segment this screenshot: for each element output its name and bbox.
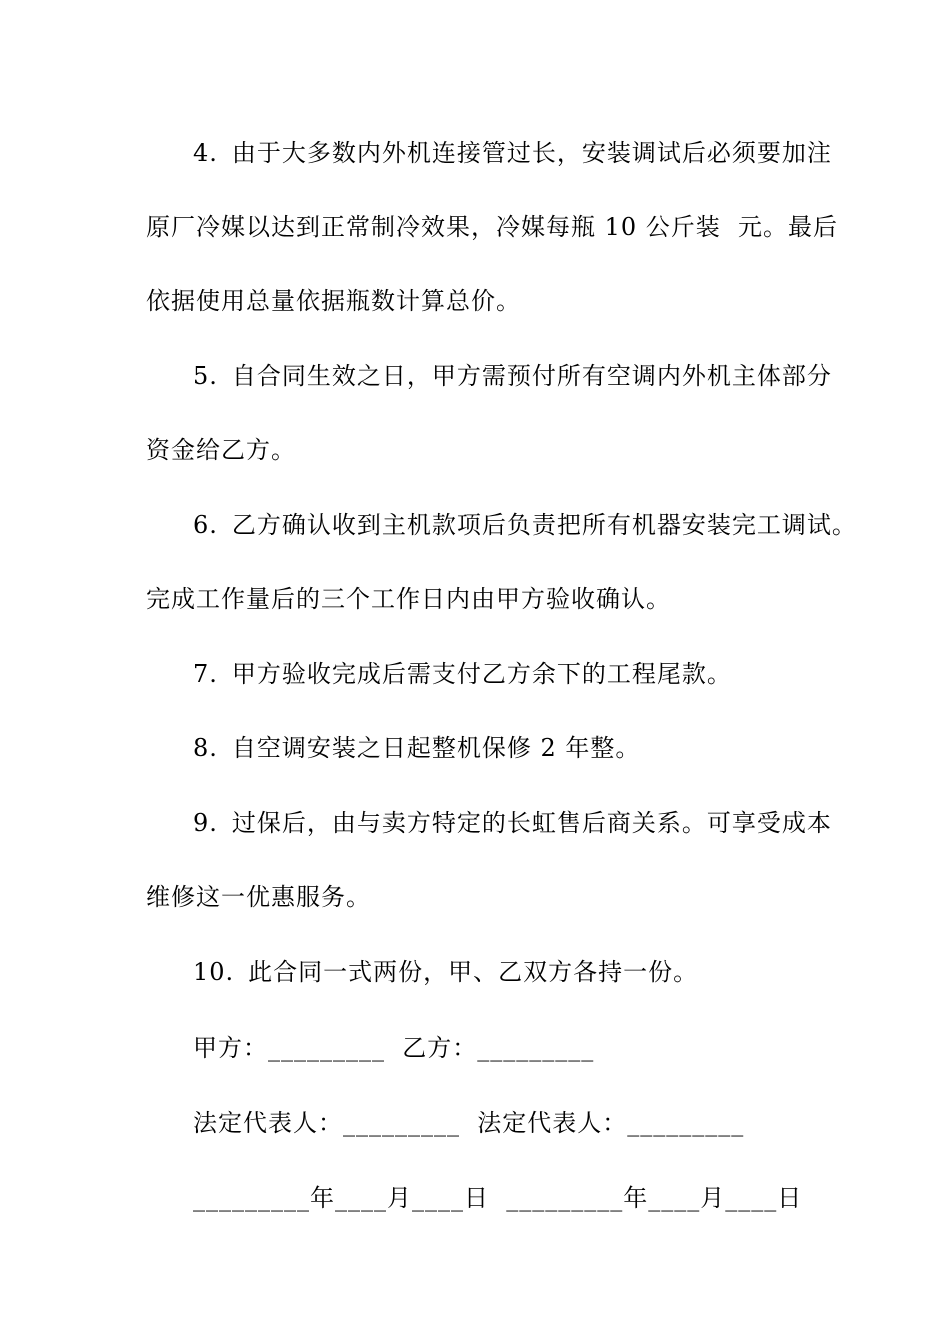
clause-5-number: 5.: [193, 362, 218, 390]
clause-8-text: 自空调安装之日起整机保修 2 年整。: [231, 734, 641, 762]
clause-9-line-2: 维修这一优惠服务。: [146, 883, 371, 911]
clause-5-line-1: [193, 361, 832, 391]
clause-8-number: 8.: [193, 734, 218, 762]
clause-5-text: 自合同生效之日，甲方需预付所有空调内外机主体部分: [231, 362, 832, 390]
clause-9-number: 9.: [193, 809, 218, 837]
clause-9-line-1: [193, 808, 832, 838]
clause-8-line-1: [193, 733, 640, 763]
clause-9-text: 过保后，由与卖方特定的长虹售后商关系。可享受成本: [231, 809, 832, 837]
clause-7-line-1: [193, 659, 732, 689]
signature-representatives-line: 法定代表人：_________ 法定代表人：_________: [193, 1109, 745, 1137]
clause-10-number: 10.: [193, 958, 235, 986]
clause-4-line-1: [193, 138, 832, 168]
clause-7-number: 7.: [193, 660, 218, 688]
signature-dates-line: _________年____月____日 _________年____月____日: [193, 1184, 803, 1212]
clause-6-text: 乙方确认收到主机款项后负责把所有机器安装完工调试。: [231, 511, 857, 539]
clause-4-line-3: 依据使用总量依据瓶数计算总价。: [146, 287, 521, 315]
clause-4-number: 4.: [193, 139, 218, 167]
clause-6-number: 6.: [193, 511, 218, 539]
clause-6-line-1: [193, 510, 857, 540]
signature-parties-line: 甲方：_________ 乙方：_________: [193, 1034, 595, 1062]
clause-4-line-2: 原厂冷媒以达到正常制冷效果，冷媒每瓶 10 公斤装 元。最后: [146, 213, 839, 241]
clause-7-text: 甲方验收完成后需支付乙方余下的工程尾款。: [231, 660, 732, 688]
clause-10-line-1: [193, 957, 698, 987]
clause-5-line-2: 资金给乙方。: [146, 436, 296, 464]
clause-4-text: 由于大多数内外机连接管过长，安装调试后必须要加注: [231, 139, 832, 167]
clause-6-line-2: 完成工作量后的三个工作日内由甲方验收确认。: [146, 585, 671, 613]
clause-10-text: 此合同一式两份，甲、乙双方各持一份。: [248, 958, 699, 986]
